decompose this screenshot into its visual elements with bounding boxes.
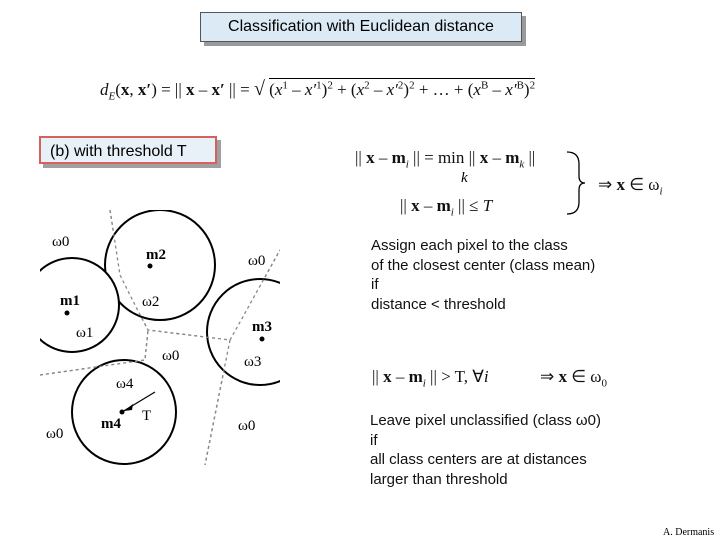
label-m4: m4: [101, 416, 121, 432]
credit: A. Dermanis: [663, 527, 715, 538]
label-w0-bottomleft: ω0: [46, 426, 64, 442]
condition-subscript-k: k: [461, 170, 468, 186]
label-w0-bottomright: ω0: [238, 418, 256, 434]
label-m3: m3: [252, 319, 272, 335]
unclassified-condition: || x – $m_i$ || > T, ∀i: [372, 367, 489, 390]
circle-m2: [105, 210, 215, 320]
center-m2: [148, 264, 153, 269]
label-w2: ω2: [142, 294, 160, 310]
assign-line-4: distance < threshold: [371, 295, 506, 313]
leave-line-2: if: [370, 431, 378, 449]
label-w0-topleft: ω0: [52, 234, 70, 250]
center-m1: [65, 311, 70, 316]
distance-formula: $d_E(x$, x′) = || x – x′ || = √ $(x^1 - x'^1)^2 + (x^2 - x'^2)^2$ + … + $(x^B - x'^B)^2$: [100, 78, 536, 103]
title: Classification with Euclidean distance: [228, 18, 494, 35]
label-w3: ω3: [244, 354, 262, 370]
label-T: T: [142, 408, 152, 424]
condition-line2: || x – $m_i$ || ≤ T: [400, 196, 493, 219]
label-m2: m2: [146, 247, 166, 263]
label-w0-center: ω0: [162, 348, 180, 364]
threshold-label: (b) with threshold T: [50, 143, 187, 160]
center-m3: [260, 337, 265, 342]
leave-line-3: all class centers are at distances: [370, 451, 587, 468]
assign-line-1: Assign each pixel to the class: [371, 237, 568, 254]
unclassified-implies: ⇒ x ∈ $\omega_0$: [540, 367, 607, 390]
implies-class: ⇒ x ∈ $\omega_i$: [598, 175, 663, 198]
label-w4: ω4: [116, 376, 134, 392]
condition-line1: || x – $m_i$ || = min || x – $m_k$ ||: [355, 148, 536, 171]
label-w0-topright: ω0: [248, 253, 266, 269]
assign-line-3: if: [371, 276, 379, 293]
leave-line-4: larger than threshold: [370, 470, 508, 488]
label-w1: ω1: [76, 325, 94, 341]
leave-line-1: Leave pixel unclassified (class ω0): [370, 412, 601, 429]
label-m1: m1: [60, 293, 80, 309]
assign-line-2: of the closest center (class mean): [371, 256, 596, 274]
